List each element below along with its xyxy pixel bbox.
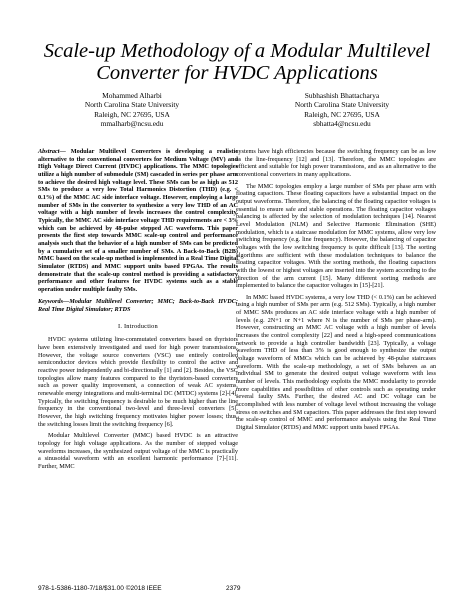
copyright-footer: 978-1-5386-1180-7/18/$31.00 ©2018 IEEE [38, 585, 162, 592]
body-paragraph: HVDC systems utilizing line-commutated converters based on thyristors have been extensively investigated and used for high power transmissions. However, the voltage source converters (VSC) use entirely controlled semiconductor devices which provide flexibility to control the active and reactive power independently and bi-directionally [1] and [2]. Besides, the VSC topologies allow many features compared to the thyristors-based converters such as power quality improvement, a connection of weak AC systems, renewable energy integrations and multi-terminal DC (MTDC) systems [2]-[4]. Typically, the switching frequency is desirable to be much higher than the line frequency in the conventional two-level and three-level converters [5]. However, the high switching frequency motivates higher power losses; thus, the switching losses limit the switching frequency [6]. [38, 336, 238, 428]
keywords [38, 298, 238, 313]
author-block-1 [42, 91, 222, 128]
section-heading-introduction: I. Introduction [118, 322, 158, 330]
abstract-text: — Modular Multilevel Converters is developing a realistic alternative to the conventional converters for Medium Voltage (MV) and High Voltage Direct Current (HVDC) applications. The MMC topologies utilize a high number of submodule (SM) cascaded in series per phase arm to achieve the desired high voltage level. These SMs can be as high as 512 SMs to produce a very low Total Harmonics Distortion (THD) (e.g. < 0.1%) of the MMC AC side interface voltage. However, employing a large number of SMs in the converter to synthesize a very low THD of an AC voltage with a high number of levels increases the control complexity. Typically, the MMC AC side interface voltage THD requirements are < 3% which can be achieved by 48-pulse stepped AC waveform. This paper presents the first step towards MMC scale-up control and performance analysis such that the behavior of a high number of SMs can be predicted by a cumulative set of a smaller number of SMs. A Back-to-Back (B2B) MMC based on the scale-up method is implemented in a Real Time Digital Simulator (RTDS) and MMC support units based FPGAs. The results demonstrate that the scale-up control method is providing a satisfactory performance and other features for HVDC systems such as a stable operation under multiple faulty SMs. [38, 148, 238, 293]
author-block-2 [252, 91, 432, 128]
left-column [38, 148, 238, 475]
body-paragraph: Modular Multilevel Converter (MMC) based HVDC is an attractive topology for high voltage applications. As the number of stepped voltage waveforms increases, the synthesized output voltage of the MMC is practically a sinusoidal waveform with an excellent harmonic performance [7]-[11]. Further, MMC [38, 432, 238, 470]
abstract [38, 148, 238, 293]
author-email: sbhatta4@ncsu.edu [313, 118, 371, 128]
body-paragraph: systems have high efficiencies because the switching frequency can be as low as the line-frequency [12] and [13]. Therefore, the MMC topologies are efficient and suitable for high power transmissions, and as an alternative to the conventional converters in many applications. [236, 148, 436, 178]
author-location: Raleigh, NC 27695, USA [94, 109, 170, 119]
right-column [236, 148, 436, 436]
title-line-2: Converter for HVDC Applications [96, 62, 378, 84]
body-paragraph: The MMC topologies employ a large number of SMs per phase arm with floating capacitors. These floating capacitors have a substantial impact on the output waveforms. Therefore, the balancing of the floating capacitor voltages is essential to ensure safe and stable operations. The floating capacitor voltages balancing is affected by the selection of modulation techniques [14]. Nearest Level Modulation (NLM) and Selective Harmonic Elimination (SHE) modulation, which is a staircase modulation for MMC systems, allow very low switching frequency (e.g. line frequency). However, the balancing of capacitor voltages with the low switching frequency is quite difficult [13]. The sorting algorithms are sufficient with these modulation techniques to balance the floating capacitor voltages. With the sorting methods, the floating capacitors with the lowest or highest voltages are inserted into the system according to the direction of the arm current [15]. Many different sorting methods are implemented to balance the capacitor voltages in [15]-[21]. [236, 182, 436, 290]
keywords-text: —Modular Multilevel Converter; MMC; Back-to-Back HVDC; Real Time Digital Simulator; RTDS [38, 298, 238, 314]
author-location: Raleigh, NC 27695, USA [304, 109, 380, 119]
author-name: Mohammed Alharbi [102, 91, 162, 100]
page-number: 2379 [226, 585, 241, 592]
author-affiliation: North Carolina State University [294, 100, 390, 110]
abstract-lead: Abstract [38, 148, 60, 155]
author-name: Subhashish Bhattacharya [304, 91, 380, 100]
body-paragraph: In MMC based HVDC systems, a very low THD (< 0.1%) can be achieved using a high number of SMs per arm (e.g. 512 SMs). Typically, a high number of MMC SMs produces an AC side interface voltage with a high number of levels (e.g. 2N+1 or N+1 where N is the number of SMs per phase-arm). However, constructing an MMC AC voltage with a high number of levels increases the control complexity [22] and need a high-speed communications network to provide a high controller bandwidth [23]. Typically, a voltage waveform THD of less than 3% is good enough to synthesize the output voltage waveform of MMCs which can be achieved by 48-pulse staircases waveform. With the scale-up methodology, a set of SMs behaves as an individual SM to generate the desired output voltage waveform with less number of levels. This methodology exploits the MMC modularity to provide more capabilities and possibilities of other controls such as operating under several faulty SMs. Further, the desired AC and DC voltage can be accomplished with less number of voltage level without increasing the voltage stress on switches and SM capacitors. This paper addresses the first step toward the scale-up control of MMC and performance analysis using the Real Time Digital Simulator (RTDS) and MMC support units based FPGAs. [236, 293, 436, 431]
author-affiliation: North Carolina State University [84, 100, 180, 110]
keywords-lead: Keywords [38, 298, 63, 306]
title-line-1: Scale-up Methodology of a Modular Multilevel [43, 40, 431, 62]
paper-title [20, 40, 454, 84]
author-email: mmalharb@ncsu.edu [100, 118, 164, 128]
